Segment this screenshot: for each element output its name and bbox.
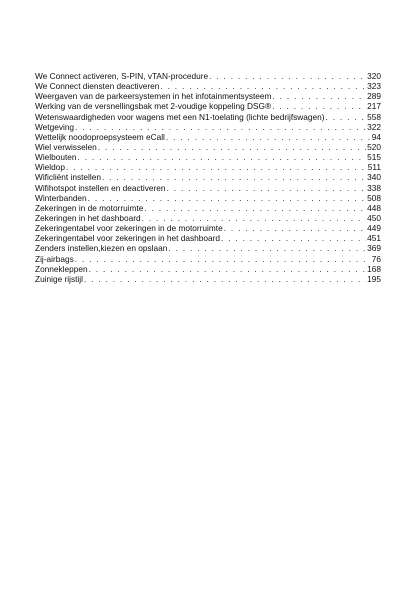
dot-leader — [78, 152, 367, 162]
index-entry-page: 558 — [367, 111, 381, 122]
dot-leader — [272, 101, 366, 111]
dot-leader — [75, 122, 366, 132]
index-entry — [35, 243, 381, 253]
index-entry — [35, 122, 381, 132]
dot-leader — [66, 162, 367, 172]
dot-leader — [167, 183, 367, 193]
index-entry — [35, 264, 381, 274]
index-entry-page: 320 — [367, 71, 381, 81]
index-entry — [35, 183, 381, 193]
index-entry-page: 451 — [367, 233, 381, 244]
dot-leader — [221, 233, 366, 243]
index-entry — [35, 91, 381, 101]
index-entry-page: 289 — [367, 91, 381, 102]
index-entry — [35, 142, 381, 152]
index-entry-title: Wificliënt instellen — [35, 172, 101, 183]
index-entry — [35, 213, 381, 223]
index-entry-title: We Connect activeren, S-PIN, vTAN-procedure — [35, 71, 209, 81]
index-entry-title: Werking van de versnellingsbak met 2-voudige koppeling DSG® — [35, 101, 272, 112]
index-entry-title: Zenders instellen,kiezen en opslaan — [35, 243, 168, 254]
index-entry-page: 338 — [367, 182, 381, 193]
index-entry-title: Zekeringen in de motorruimte — [35, 202, 144, 213]
index-entry-page: 168 — [367, 263, 381, 274]
index-entry-page: 195 — [367, 273, 381, 284]
dot-leader — [89, 264, 367, 274]
dot-leader — [75, 254, 371, 264]
index-entry-page: 76 — [371, 253, 381, 264]
index-entry-title: Zonnekleppen — [35, 263, 88, 274]
index-entry — [35, 274, 381, 284]
index-entry-title: Wetenswaardigheden voor wagens met een N1-toelating (lichte bedrijfswagen) — [35, 111, 325, 122]
index-entry — [35, 233, 381, 243]
index-entry — [35, 71, 381, 81]
dot-leader — [98, 142, 366, 152]
dot-leader — [142, 213, 367, 223]
index-entry-page: 448 — [367, 202, 381, 213]
index-entry-page: 508 — [367, 192, 381, 203]
dot-leader — [88, 193, 366, 203]
index-entry — [35, 112, 381, 122]
index-entry-title: Zekeringen in het dashboard — [35, 212, 141, 223]
index-entry-title: Wettelijk noodoproepsysteem eCall — [35, 131, 165, 142]
dot-leader — [325, 112, 366, 122]
index-entry-title: Weergaven van de parkeersystemen in het infotainmentsysteem — [35, 91, 272, 102]
index-entry — [35, 81, 381, 91]
index-entry-title: Zekeringentabel voor zekeringen in de motorruimte — [35, 223, 223, 234]
index-entry-title: We Connect diensten deactiveren — [35, 81, 160, 92]
index-entry-title: Wifihotspot instellen en deactiveren — [35, 182, 166, 193]
index-entry — [35, 162, 381, 172]
index-entry-page: 520 — [367, 141, 381, 152]
index-entry — [35, 223, 381, 233]
index-entry-title: Winterbanden — [35, 192, 87, 203]
index-entry-title: Zekeringentabel voor zekeringen in het dashboard — [35, 233, 220, 244]
index-entry-title: Zuinige rijstijl — [35, 273, 83, 284]
dot-leader — [144, 203, 366, 213]
dot-leader — [160, 81, 366, 91]
index-entry-title: Wiel verwisselen — [35, 141, 97, 152]
dot-leader — [272, 91, 366, 101]
index-entry — [35, 203, 381, 213]
index-entry — [35, 101, 381, 111]
index-entry — [35, 254, 381, 264]
dot-leader — [168, 243, 366, 253]
index-entry — [35, 193, 381, 203]
dot-leader — [102, 172, 366, 182]
index-entry-title: Wieldop — [35, 162, 65, 173]
index-entry-page: 450 — [367, 212, 381, 223]
index-entry-page: 94 — [371, 131, 381, 142]
index-entry-page: 217 — [367, 101, 381, 112]
index-entry-page: 322 — [367, 121, 381, 132]
index-entry-page: 369 — [367, 243, 381, 254]
index-entry — [35, 152, 381, 162]
index-entry-page: 449 — [367, 223, 381, 234]
index-entry-page: 511 — [367, 162, 381, 173]
index-entry — [35, 132, 381, 142]
index-list — [35, 71, 381, 284]
index-entry-page: 340 — [367, 172, 381, 183]
index-entry-page: 323 — [367, 81, 381, 92]
dot-leader — [84, 274, 366, 284]
index-entry — [35, 172, 381, 182]
dot-leader — [209, 71, 366, 81]
dot-leader — [224, 223, 366, 233]
dot-leader — [166, 132, 371, 142]
index-entry-title: Wielbouten — [35, 152, 77, 163]
index-entry-title: Wetgeving — [35, 121, 75, 132]
index-entry-page: 515 — [367, 152, 381, 163]
index-entry-title: Zij-airbags — [35, 253, 74, 264]
